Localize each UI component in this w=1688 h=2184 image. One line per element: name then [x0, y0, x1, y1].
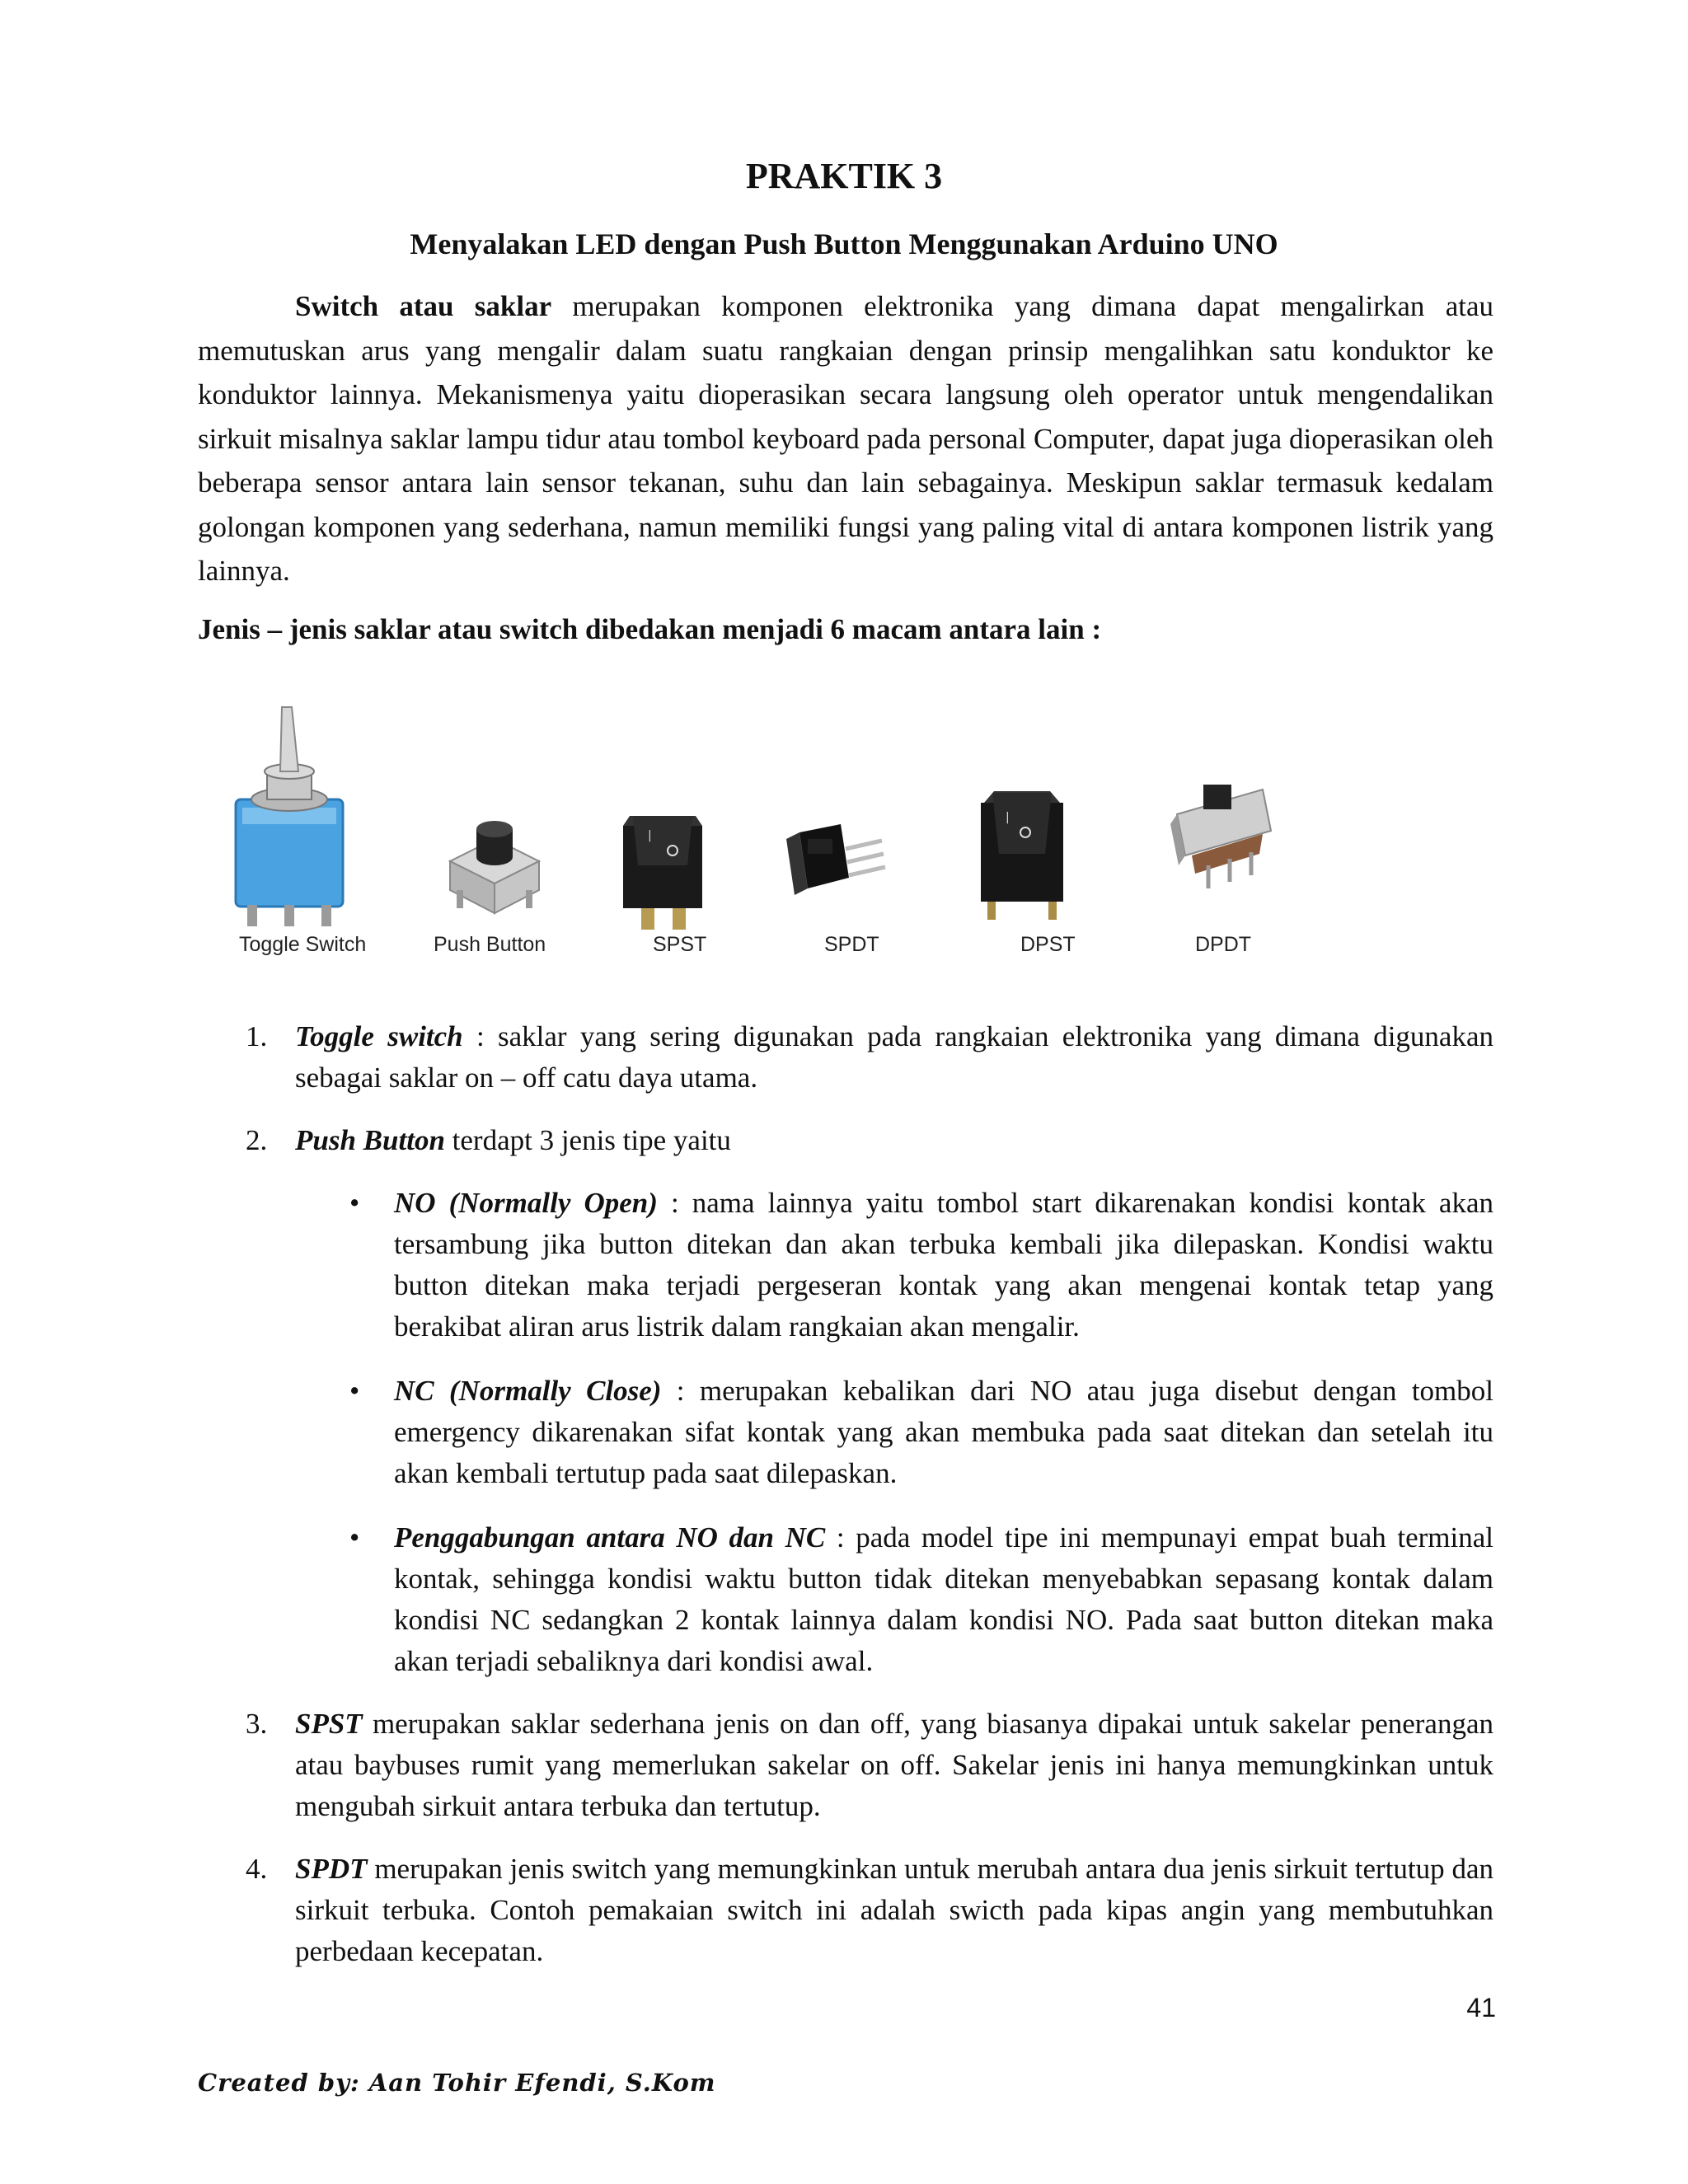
switch-types-figure	[223, 692, 1294, 977]
list-item	[198, 1704, 1493, 1827]
sub-list-text: : merupakan kebalikan dari NO atau juga disebut dengan tombol emergency dikarenakan sifat kontak yang akan membuka pada saat ditekan dan setelah itu akan kembali tertutup pada saat dilepaskan.	[394, 1375, 1494, 1489]
list-term: Toggle switch	[295, 1020, 463, 1052]
list-number: 4.	[246, 1853, 268, 1885]
dpst-image	[981, 791, 1063, 920]
sub-list-term: Penggabungan antara NO dan NC	[394, 1521, 826, 1554]
sub-list-term: NO (Normally Open)	[394, 1187, 658, 1219]
list-number: 1.	[246, 1020, 268, 1052]
page-title: PRAKTIK 3	[745, 156, 943, 196]
caption-spdt: SPDT	[824, 933, 879, 956]
sub-list-item	[295, 1517, 1493, 1682]
list-text: : saklar yang sering digunakan pada rangkaian elektronika yang dimana digunakan sebagai saklar on – off catu daya utama.	[295, 1020, 1493, 1094]
bullet: •	[349, 1375, 360, 1407]
list-number: 2.	[246, 1124, 268, 1156]
caption-dpdt: DPDT	[1195, 933, 1252, 956]
list-item	[198, 1849, 1493, 1972]
sub-list-item	[295, 1183, 1493, 1347]
caption-toggle-switch: Toggle Switch	[239, 933, 367, 956]
caption-spst: SPST	[653, 933, 707, 956]
list-number: 3.	[246, 1708, 268, 1740]
caption-push-button: Push Button	[434, 933, 546, 956]
list-text: merupakan jenis switch yang memungkinkan untuk merubah antara dua jenis sirkuit tertutup dan sirkuit terbuka. Contoh pemakaian switch ini adalah swicth pada kipas angin yang membutuhkan perbedaan kecepatan.	[295, 1853, 1493, 1967]
svg-text:|: |	[1006, 811, 1010, 824]
sub-list-text: : pada model tipe ini mempunayi empat buah terminal kontak, sehingga kondisi waktu button tidak ditekan menyebabkan sepasang kontak dalam kondisi NC sedangkan 2 kontak lainnya dalam kondisi NO. Pada saat button ditekan maka akan terjadi sebaliknya dari kondisi awal.	[394, 1521, 1493, 1677]
list-item	[198, 1016, 1493, 1099]
toggle-switch-image	[236, 707, 343, 926]
list-term: Push Button	[295, 1124, 445, 1156]
intro-text: merupakan komponen elektronika yang dimana dapat mengalirkan atau memutuskan arus yang mengalir dalam suatu rangkaian dengan prinsip mengalihkan satu konduktor ke konduktor lainnya. Mekanismenya yaitu dioperasikan secara langsung oleh operator untuk mengendalikan sirkuit misalnya saklar lampu tidur atau tombol keyboard pada personal Computer, dapat juga dioperasikan oleh beberapa sensor antara lain sensor tekanan, suhu dan lain sebagainya. Meskipun saklar termasuk kedalam golongan komponen yang sederhana, namun memiliki fungsi yang paling vital di antara komponen listrik yang lainnya.	[198, 290, 1493, 587]
list-term: SPST	[295, 1708, 363, 1740]
list-term: SPDT	[295, 1853, 368, 1885]
intro-term: Switch atau saklar	[295, 290, 552, 322]
dpdt-image	[1170, 785, 1271, 888]
sub-list-term: NC (Normally Close)	[394, 1375, 662, 1407]
bullet: •	[349, 1521, 360, 1554]
spdt-image	[786, 824, 885, 895]
push-button-types-list	[295, 1183, 1493, 1682]
page-number: 41	[1466, 1993, 1496, 2022]
caption-dpst: DPST	[1020, 933, 1076, 956]
push-button-image	[450, 821, 539, 913]
spst-image	[623, 816, 702, 930]
sub-list-text: : nama lainnya yaitu tombol start dikarenakan kondisi kontak akan tersambung jika button ditekan dan akan terbuka kembali jika dilepaskan. Kondisi waktu button ditekan maka terjadi pergeseran kontak yang akan mengenai kontak tetap yang berakibat aliran arus listrik dalam rangkaian akan mengalir.	[394, 1187, 1493, 1343]
switch-types-illustration	[223, 692, 1294, 977]
list-item	[198, 1120, 1493, 1682]
bullet: •	[349, 1187, 360, 1219]
switch-types-heading: Jenis – jenis saklar atau switch dibedakan menjadi 6 macam antara lain :	[198, 613, 1102, 645]
sub-list-item	[295, 1371, 1493, 1494]
intro-paragraph	[198, 284, 1493, 593]
switch-types-list	[198, 1016, 1493, 1994]
page-subtitle: Menyalakan LED dengan Push Button Menggunakan Arduino UNO	[410, 227, 1278, 260]
svg-text:|: |	[648, 829, 652, 842]
list-text: terdapt 3 jenis tipe yaitu	[444, 1124, 731, 1156]
list-text: merupakan saklar sederhana jenis on dan off, yang biasanya dipakai untuk sakelar penerangan atau baybuses rumit yang memerlukan sakelar on off. Sakelar jenis ini hanya memungkinkan untuk mengubah sirkuit antara terbuka dan tertutup.	[295, 1708, 1493, 1822]
footer-credit: Created by: Aan Tohir Efendi, S.Kom	[198, 2069, 716, 2097]
